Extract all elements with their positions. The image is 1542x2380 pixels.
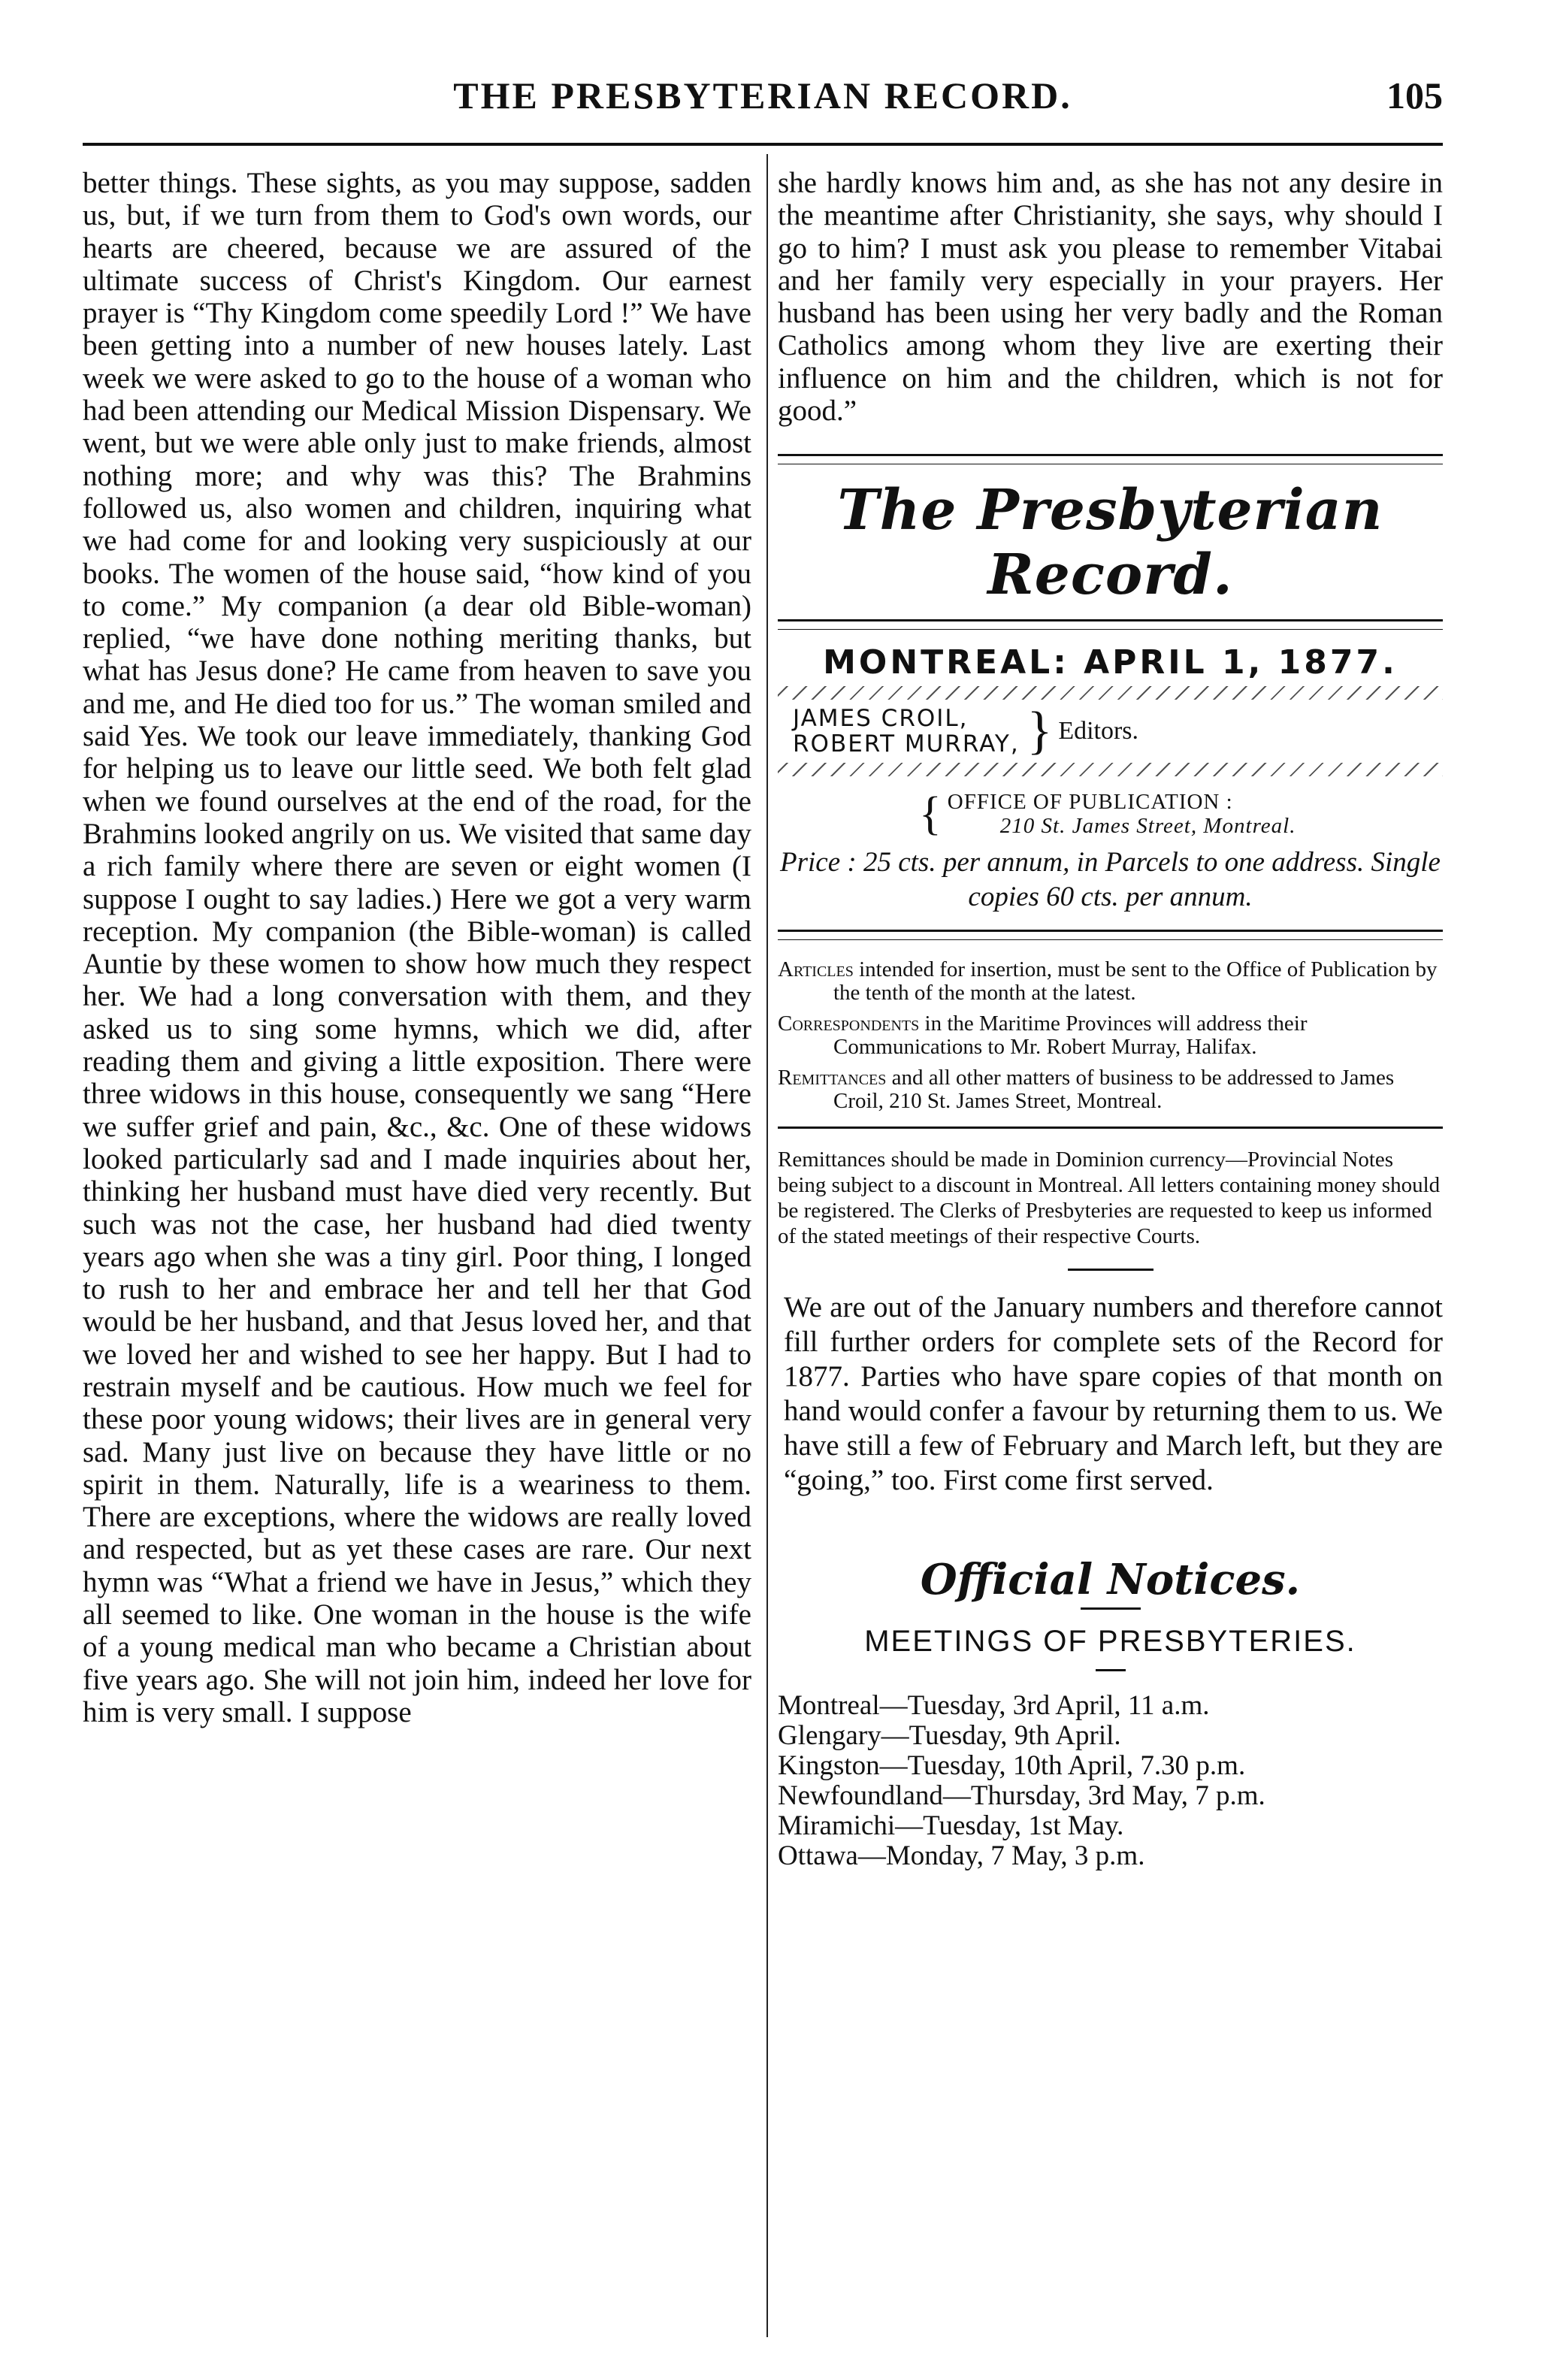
- meeting-item: Miramichi—Tuesday, 1st May.: [778, 1810, 1124, 1842]
- notice-item: [778, 1066, 1443, 1113]
- office-title: OFFICE OF PUBLICATION :: [947, 790, 1233, 815]
- notice-text: in the Maritime Provinces will address their Communications to Mr. Robert Murray, Halifax.: [833, 1012, 1308, 1060]
- notice-lead: Correspondents: [778, 1012, 920, 1036]
- notice-text: intended for insertion, must be sent to the Office of Publication by the tenth of the month at the latest.: [833, 957, 1438, 1006]
- page-number: 105: [1386, 74, 1443, 116]
- running-header: [83, 69, 1443, 129]
- office-block: [919, 790, 1443, 838]
- office-address: 210 St. James Street, Montreal.: [999, 814, 1296, 839]
- out-of-stock-notice: We are out of the January numbers and therefore cannot fill further orders for complete sets of the Record for 1877. Parties who have spare copies of that month on hand would confer a favour by returning them to us. We have still a few of February and March left, but they are “going,” too. First come first served.: [784, 1291, 1443, 1497]
- editors-block: [793, 702, 1443, 761]
- dateline: MONTREAL: APRIL 1, 1877.: [823, 643, 1398, 682]
- editor-name: JAMES CROIL,: [793, 705, 969, 733]
- brace-glyph: }: [1026, 702, 1053, 761]
- continuation-text: she hardly knows him and, as she has not any desire in the meantime after Christianity, she says, why should I go to him? I must ask you please to remember Vitabai and her family very especially in your prayers. Her husband has been using her very badly and the Roman Catholics among whom they live are exerting their influence on him and the children, which is not for good.”: [778, 167, 1443, 428]
- meeting-item: Montreal—Tuesday, 3rd April, 11 a.m.: [778, 1690, 1210, 1722]
- left-column: [83, 167, 751, 1728]
- editor-names: [793, 706, 1020, 757]
- editors-label: Editors.: [1058, 717, 1139, 745]
- spacer: [778, 427, 1443, 454]
- official-notices-heading: Official Notices.: [920, 1555, 1301, 1605]
- short-rule: [1096, 1669, 1126, 1671]
- wavy-divider: [778, 763, 1443, 776]
- publication-notices: [778, 958, 1443, 1113]
- header-rule: [83, 143, 1443, 146]
- meeting-item: Kingston—Tuesday, 10th April, 7.30 p.m.: [778, 1750, 1246, 1782]
- brace-glyph: {: [919, 788, 942, 840]
- notice-lead: Remittances: [778, 1066, 887, 1090]
- price-line: Price : 25 cts. per annum, in Parcels to one address. Single copies 60 cts. per annum.: [780, 847, 1441, 913]
- right-column: [778, 167, 1443, 1871]
- meeting-item: Ottawa—Monday, 7 May, 3 p.m.: [778, 1840, 1145, 1872]
- article-body: [83, 167, 751, 1728]
- short-rule: [1081, 1607, 1141, 1610]
- notice-item: [778, 1012, 1443, 1059]
- notices-rule: [778, 930, 1443, 940]
- remittances-notice: Remittances should be made in Dominion currency—Provincial Notes being subject to a discount in Montreal. All letters containing money should be registered. The Clerks of Presbyteries are requested to keep us informed of the stated meetings of their respective Courts.: [778, 1148, 1441, 1249]
- masthead-title: The Presbyterian Record.: [837, 478, 1383, 608]
- short-rule: [1068, 1269, 1153, 1271]
- masthead-top-rule: [778, 454, 1443, 464]
- column-divider: [766, 154, 768, 2337]
- masthead-bottom-rule: [778, 619, 1443, 630]
- remittances-rule: [778, 1126, 1443, 1129]
- office-lines: [948, 790, 1296, 838]
- notice-item: [778, 958, 1443, 1005]
- meeting-item: Glengary—Tuesday, 9th April.: [778, 1720, 1121, 1752]
- article-continuation: [778, 167, 1443, 427]
- meetings-list: [778, 1691, 1443, 1871]
- article-text: better things. These sights, as you may suppose, sadden us, but, if we turn from them to God's own words, our hearts are cheered, because we are assured of the ultimate success of Christ's Kingdom. Our earnest prayer is “Thy Kingdom come speedily Lord !” We have been getting into a number of new houses lately. Last week we were asked to go to the house of a woman who had been attending our Medical Mission Dispensary. We went, but we were able only just to make friends, almost nothing more; and why was this? The Brahmins followed us, also women and children, inquiring what we had come for and looking very suspiciously at our books. The women of the house said, “how kind of you to come.” My companion (a dear old Bible-woman) replied, “we have done nothing meriting thanks, but what has Jesus done? He came from heaven to save you and me, and He died too for us.” The woman smiled and said Yes. We took our leave immediately, thanking God for helping us to leave our little seed. We both felt glad when we found ourselves at the end of the road, for the Brahmins looked angrily on us. We visited that same day a rich family where there are seven or eight women (I suppose I ought to say ladies.) Here we got a very warm reception. My companion (the Bible-woman) is called Auntie by these women to show how much they respect her. We had a long conversation with them, and they asked us to sing some hymns, which we did, after reading them and giving a little exposition. There were three widows in this house, consequently we sang “Here we suffer grief and pain, &c., &c. One of these widows looked particularly sad and I made inquiries about her, thinking her husband must have died very recently. But such was not the case, her husband had died twenty years ago when she was a tiny girl. Poor thing, I longed to rush to her and embrace her and tell her that God would be her husband, and that Jesus loved her, and that we loved her and wished to see her happy. But I had to restrain myself and be cautious. How much we feel for these poor young widows; their lives are in general very sad. Many just live on because they have little or no spirit in them. Naturally, life is a weariness to them. There are exceptions, where the widows are really loved and respected, but as yet these cases are rare. Our next hymn was “What a friend we have in Jesus,” which they all seemed to like. One woman in the house is the wife of a young medical man who became a Christian about five years ago. She will not join him, indeed her love for him is very small. I suppose: [83, 167, 751, 1728]
- meeting-item: Newfoundland—Thursday, 3rd May, 7 p.m.: [778, 1780, 1265, 1812]
- wavy-divider: [778, 686, 1443, 700]
- notice-lead: Articles: [778, 957, 854, 982]
- meetings-heading: MEETINGS OF PRESBYTERIES.: [864, 1625, 1356, 1659]
- notice-text: and all other matters of business to be addressed to James Croil, 210 St. James Street, Montreal.: [833, 1066, 1395, 1114]
- running-title: THE PRESBYTERIAN RECORD.: [453, 74, 1072, 116]
- editor-name: ROBERT MURRAY,: [793, 730, 1020, 758]
